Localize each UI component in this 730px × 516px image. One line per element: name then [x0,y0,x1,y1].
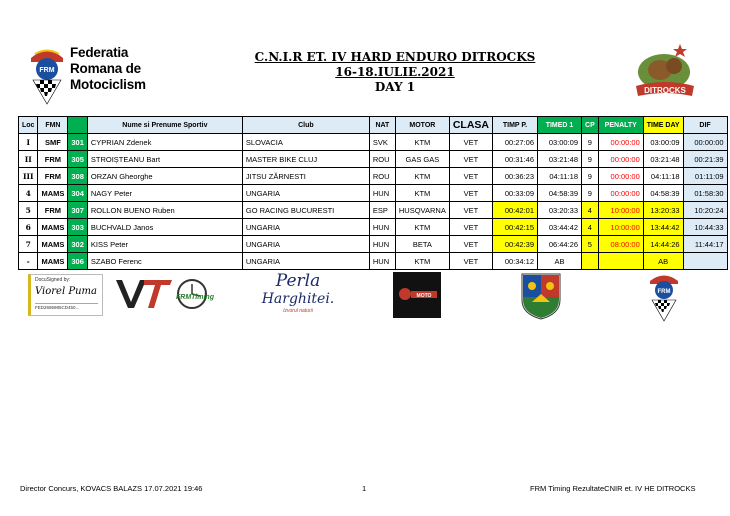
vt-frm-timing-logo-icon [114,274,219,314]
cell-nat: ESP [369,202,395,219]
cell-motor: KTM [395,185,449,202]
docusign-signature: Viorel Puma [35,286,97,297]
col-motor: MOTOR [395,117,449,134]
cell-fmn: MAMS [38,219,68,236]
docusign-id: FED2696985CD450... [35,303,98,310]
cell-motor: KTM [395,134,449,151]
cell-nr: 306 [68,253,88,270]
svg-text:FRM: FRM [39,67,55,74]
cell-dif: 01:11:09 [683,168,727,185]
cell-clasa: VET [449,219,492,236]
col-timed-1: TIMED 1 [538,117,582,134]
federation-name-line-3: Motociclism [70,77,146,92]
cell-time-day: 04:58:39 [643,185,683,202]
cell-club: MASTER BIKE CLUJ [242,151,369,168]
perla-harghitei-logo [258,272,338,322]
cell-club: JITSU ZĂRNESTI [242,168,369,185]
cell-club: UNGARIA [242,219,369,236]
cell-nat: HUN [369,253,395,270]
frm-federation-logo-icon [27,44,67,106]
cell-cp: 9 [582,168,599,185]
cell-name: CYPRIAN Zdenek [87,134,242,151]
cell-dif: 00:00:00 [683,134,727,151]
cell-name: STROIȘTEANU Bart [87,151,242,168]
cell-motor: GAS GAS [395,151,449,168]
event-title [240,50,550,95]
cell-dif: 01:58:30 [683,185,727,202]
perla-line-2: Harghitei. [261,291,335,307]
cell-timed-1: 03:21:48 [538,151,582,168]
cell-name: ORZAN Gheorghe [87,168,242,185]
col-timp-p: TIMP P. [493,117,538,134]
cell-fmn: FRM [38,151,68,168]
cell-nr: 302 [68,236,88,253]
cell-clasa: VET [449,168,492,185]
cell-nat: ROU [369,168,395,185]
cell-club: UNGARIA [242,253,369,270]
cell-loc: 6 [19,219,38,236]
table-row [19,134,728,151]
cell-timp-p: 00:42:15 [493,219,538,236]
cell-cp: 5 [582,236,599,253]
cell-time-day: 14:44:26 [643,236,683,253]
cell-timed-1: 03:00:09 [538,134,582,151]
cell-name: SZABO Ferenc [87,253,242,270]
cell-nr: 303 [68,219,88,236]
perla-tagline: Izvorul naturii [283,308,313,314]
cell-penalty: 00:00:00 [598,134,643,151]
cell-timed-1: 06:44:26 [538,236,582,253]
cell-cp: 4 [582,202,599,219]
cell-dif [683,253,727,270]
table-row [19,202,728,219]
sponsors-row [0,270,730,325]
cell-club: UNGARIA [242,185,369,202]
cell-clasa: VET [449,202,492,219]
table-row [19,236,728,253]
cell-clasa: VET [449,236,492,253]
cell-penalty: 10:00:00 [598,219,643,236]
cell-motor: KTM [395,219,449,236]
cell-name: KISS Peter [87,236,242,253]
cell-timp-p: 00:31:46 [493,151,538,168]
col-time-day: TIME DAY [643,117,683,134]
ditrocks-logo-icon [630,42,700,104]
cell-name: NAGY Peter [87,185,242,202]
event-title-line-1: C.N.I.R ET. IV HARD ENDURO DITROCKS [254,50,536,64]
cell-timp-p: 00:42:01 [493,202,538,219]
cell-time-day: 03:00:09 [643,134,683,151]
docusign-title: DocuSigned by: [35,277,71,283]
col-clasa: CLASA [449,117,492,134]
cell-fmn: FRM [38,168,68,185]
frm-small-logo-icon [647,270,681,322]
table-row [19,185,728,202]
cell-nr: 305 [68,151,88,168]
cell-time-day: AB [643,253,683,270]
cell-penalty: 00:00:00 [598,185,643,202]
svg-text:MOTO: MOTO [416,293,432,299]
col-nr: Nr [68,117,88,134]
cell-penalty: 00:00:00 [598,168,643,185]
cell-nat: SVK [369,134,395,151]
cell-dif: 10:20:24 [683,202,727,219]
docusign-signature-box [28,274,103,316]
col-loc: Loc [19,117,38,134]
col-cp: CP [582,117,599,134]
cell-fmn: SMF [38,134,68,151]
cell-timp-p: 00:36:23 [493,168,538,185]
cell-timed-1: 04:11:18 [538,168,582,185]
footer-source: FRM Timing RezultateCNIR et. IV HE DITROCKS [530,484,696,493]
cell-timp-p: 00:34:12 [493,253,538,270]
cell-cp: 9 [582,151,599,168]
svg-text:FRMTiming: FRMTiming [176,294,214,301]
table-row [19,151,728,168]
federation-name-line-2: Romana de [70,61,141,76]
table-header-row [19,117,728,134]
cell-nat: HUN [369,219,395,236]
cell-timp-p: 00:33:09 [493,185,538,202]
cell-club: SLOVACIA [242,134,369,151]
cell-time-day: 03:21:48 [643,151,683,168]
cell-clasa: VET [449,151,492,168]
cell-nr: 308 [68,168,88,185]
col-name: Nume si Prenume Sportiv [87,117,242,134]
page-header [0,0,730,112]
cell-loc: - [19,253,38,270]
cell-loc: I [19,134,38,151]
cell-cp: 4 [582,219,599,236]
table-row [19,253,728,270]
cell-loc: III [19,168,38,185]
cell-nat: HUN [369,236,395,253]
cell-cp [582,253,599,270]
cell-timed-1: 03:44:42 [538,219,582,236]
footer-page-number: 1 [362,484,367,493]
cell-timed-1: 04:58:39 [538,185,582,202]
cell-clasa: VET [449,134,492,151]
moto-sponsor-logo-icon [393,272,441,318]
cell-timp-p: 00:42:39 [493,236,538,253]
cell-timp-p: 00:27:06 [493,134,538,151]
cell-nr: 304 [68,185,88,202]
svg-text:DITROCKS: DITROCKS [644,86,686,95]
cell-penalty: 10:00:00 [598,202,643,219]
cell-time-day: 13:44:42 [643,219,683,236]
svg-text:FRM: FRM [657,289,671,295]
cell-loc: 7 [19,236,38,253]
cell-name: BUCHVALD Janos [87,219,242,236]
cell-motor: KTM [395,168,449,185]
table-row [19,219,728,236]
cell-nr: 307 [68,202,88,219]
col-dif: DIF [683,117,727,134]
results-table [18,116,728,270]
federation-name [70,45,146,93]
col-nat: NAT [369,117,395,134]
col-club: Club [242,117,369,134]
cell-time-day: 13:20:33 [643,202,683,219]
cell-name: ROLLON BUENO Ruben [87,202,242,219]
cell-penalty: 00:00:00 [598,151,643,168]
cell-fmn: MAMS [38,253,68,270]
footer-director: Director Concurs, KOVACS BALAZS 17.07.2021 19:46 [20,484,203,493]
coat-of-arms-icon [520,272,562,320]
col-fmn: FMN [38,117,68,134]
federation-name-line-1: Federatia [70,45,129,60]
cell-motor: BETA [395,236,449,253]
cell-dif: 10:44:33 [683,219,727,236]
cell-timed-1: 03:20:33 [538,202,582,219]
cell-clasa: VET [449,253,492,270]
page-footer [0,484,730,498]
cell-dif: 00:21:39 [683,151,727,168]
col-penalty: PENALTY [598,117,643,134]
cell-motor: HUSQVARNA [395,202,449,219]
cell-clasa: VET [449,185,492,202]
cell-loc: 4 [19,185,38,202]
event-day: DAY 1 [374,80,416,94]
cell-penalty: 08:00:00 [598,236,643,253]
cell-penalty [598,253,643,270]
perla-line-1: Perla [275,271,321,291]
cell-loc: II [19,151,38,168]
cell-loc: 5 [19,202,38,219]
cell-time-day: 04:11:18 [643,168,683,185]
cell-cp: 9 [582,134,599,151]
cell-nat: HUN [369,185,395,202]
cell-motor: KTM [395,253,449,270]
event-dates: 16-18.IULIE.2021 [335,65,455,79]
cell-timed-1: AB [538,253,582,270]
cell-nat: ROU [369,151,395,168]
table-row [19,168,728,185]
cell-club: UNGARIA [242,236,369,253]
cell-cp: 9 [582,185,599,202]
cell-dif: 11:44:17 [683,236,727,253]
cell-fmn: MAMS [38,185,68,202]
cell-fmn: FRM [38,202,68,219]
cell-fmn: MAMS [38,236,68,253]
cell-club: GO RACING BUCURESTI [242,202,369,219]
cell-nr: 301 [68,134,88,151]
